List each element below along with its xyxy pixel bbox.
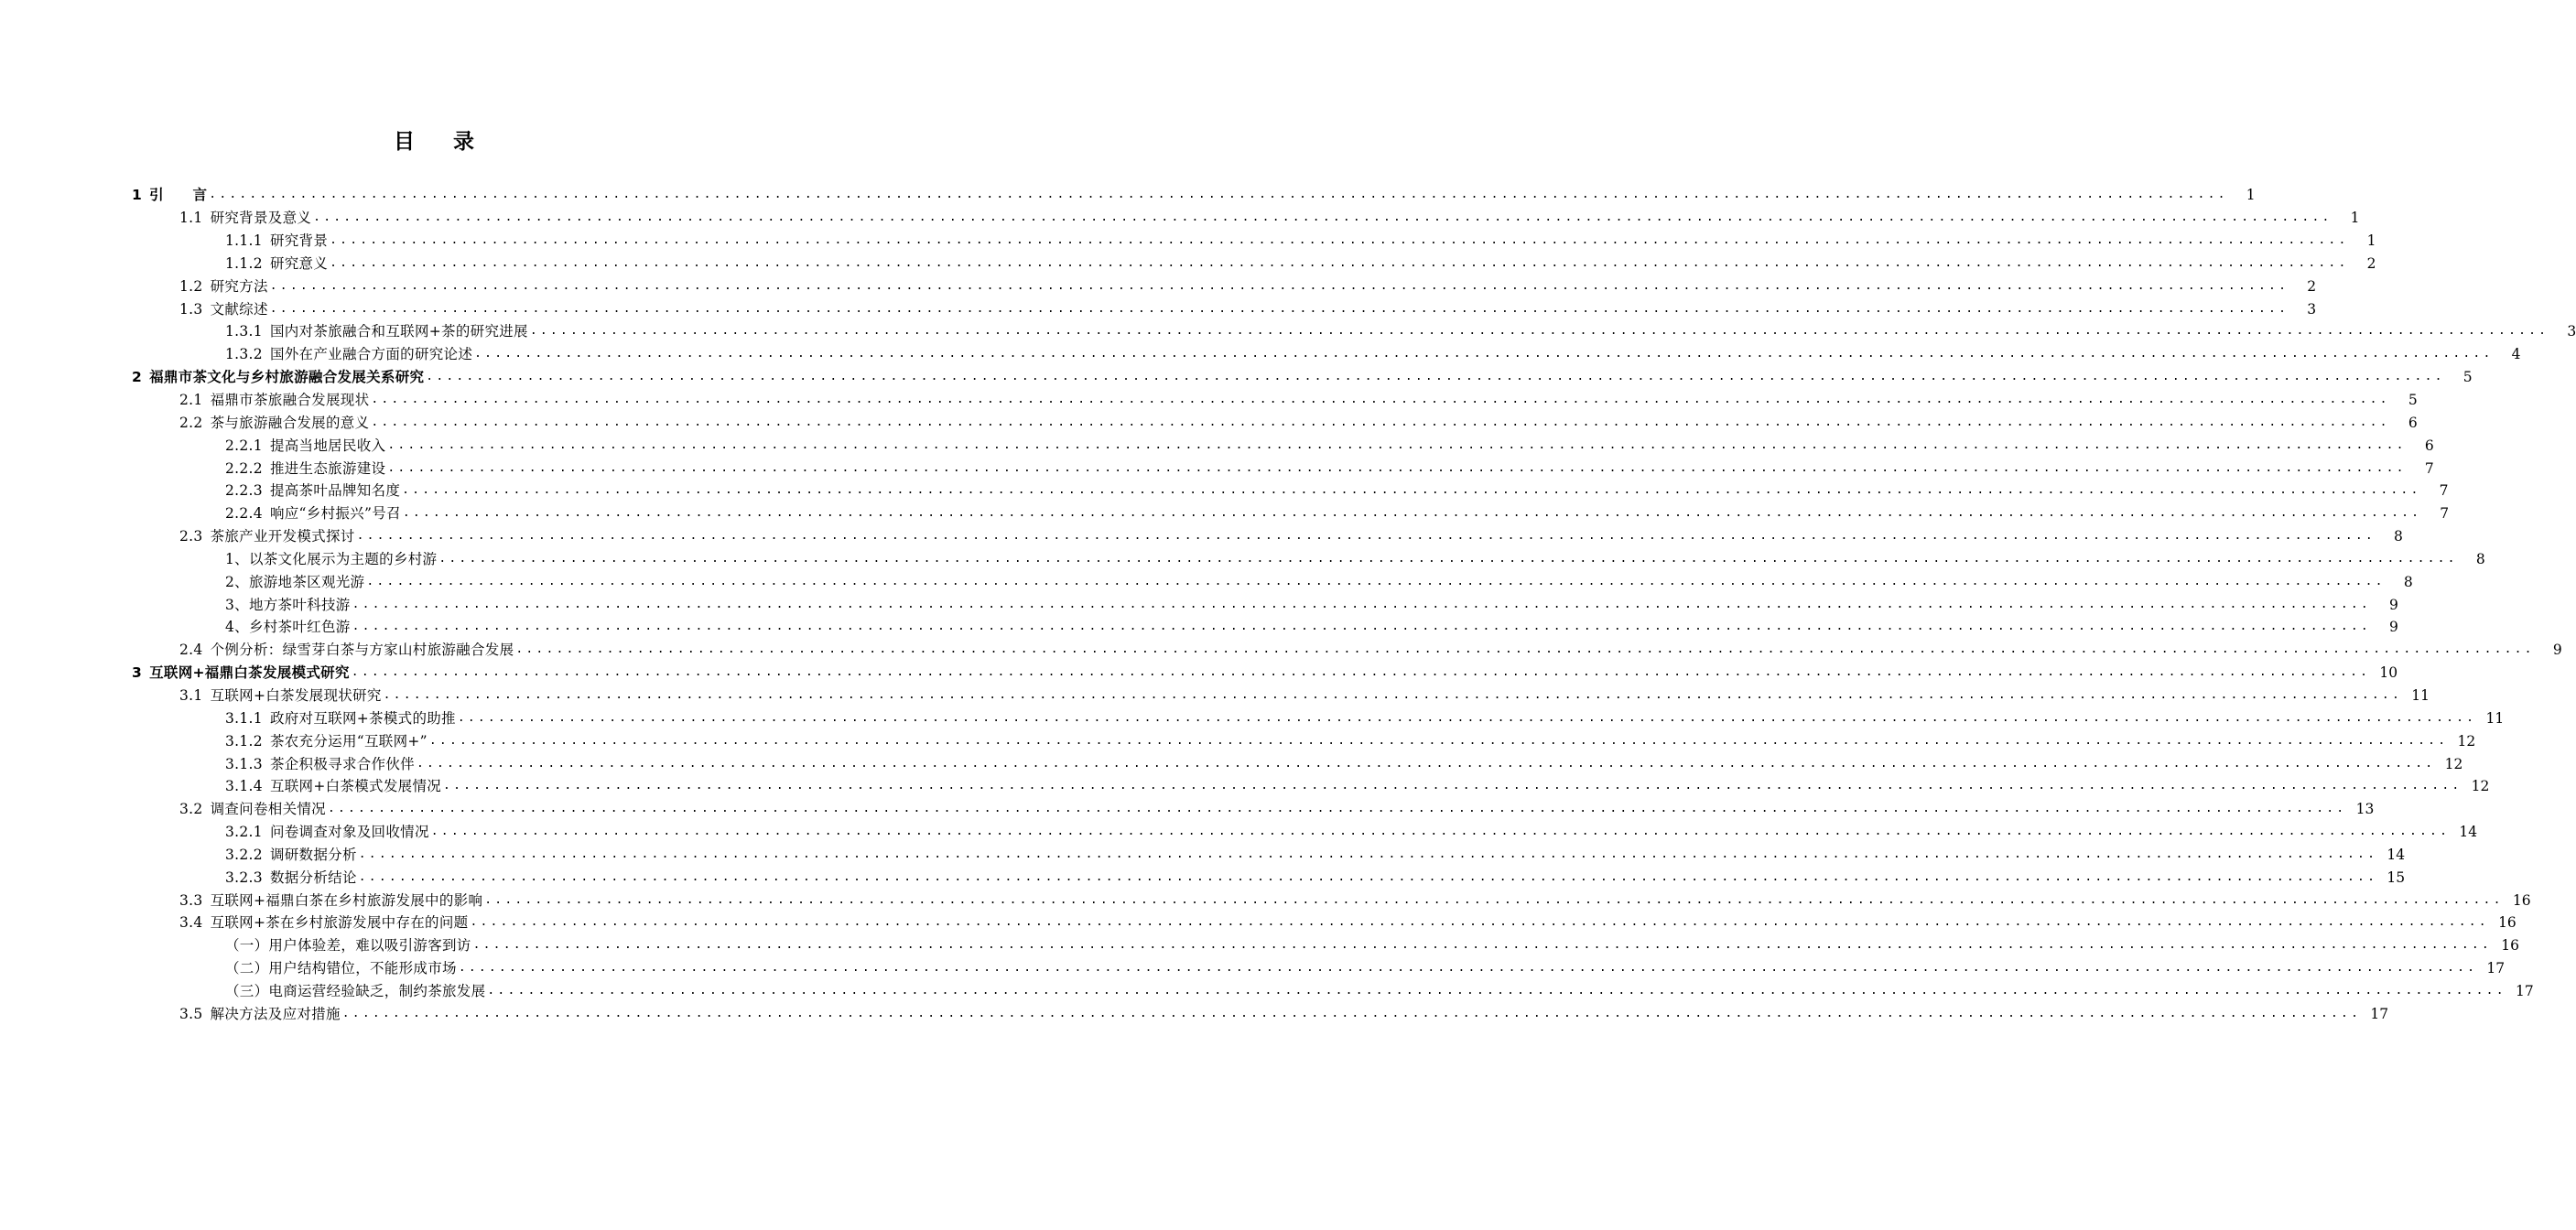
toc-entry-text bbox=[225, 232, 328, 250]
toc-entry-label: 互联网+白茶模式发展情况 bbox=[269, 778, 442, 795]
toc-entry[interactable] bbox=[0, 366, 2473, 389]
toc-page-number: 6 bbox=[2424, 437, 2434, 454]
toc-entry[interactable] bbox=[0, 411, 2418, 434]
toc-entry[interactable] bbox=[0, 889, 2531, 912]
toc-page-number: 8 bbox=[2394, 528, 2403, 545]
toc-leader-dots: ........................................................................................................................................................................................................ bbox=[487, 983, 2506, 998]
toc-entry-text bbox=[179, 641, 514, 659]
toc-entry-text bbox=[225, 732, 428, 750]
toc-entry-number: 2 bbox=[132, 369, 143, 386]
toc-entry-number: 2.2 bbox=[179, 414, 203, 431]
toc-page-number: 1 bbox=[2246, 187, 2256, 204]
toc-page-number: 5 bbox=[2462, 369, 2473, 386]
toc-leader-dots: ........................................................................................................................................................................................................ bbox=[351, 665, 2371, 680]
toc-entry[interactable] bbox=[0, 320, 2576, 343]
toc-entry[interactable] bbox=[0, 980, 2534, 1003]
toc-leader-dots: ........................................................................................................................................................................................................ bbox=[269, 301, 2289, 316]
toc-leader-dots: ........................................................................................................................................................................................................ bbox=[515, 642, 2535, 657]
toc-entry-label: 个例分析：绿雪芽白茶与方家山村旅游融合发展 bbox=[210, 642, 514, 659]
toc-entry-text bbox=[225, 618, 351, 636]
toc-leader-dots: ........................................................................................................................................................................................................ bbox=[383, 687, 2402, 702]
toc-entry-number: 2.2.3 bbox=[225, 482, 263, 500]
toc-entry-text bbox=[225, 322, 528, 340]
toc-entry-text bbox=[179, 300, 268, 318]
toc-page-number: 17 bbox=[2516, 982, 2534, 999]
toc-leader-dots: ........................................................................................................................................................................................................ bbox=[341, 1006, 2362, 1020]
toc-leader-dots: ........................................................................................................................................................................................................ bbox=[358, 847, 2378, 861]
toc-entry-number: 3.5 bbox=[179, 1005, 203, 1022]
toc-page-number: 17 bbox=[2370, 1005, 2389, 1022]
toc-entry[interactable] bbox=[0, 707, 2505, 729]
toc-entry[interactable] bbox=[0, 843, 2406, 866]
toc-page-number: 9 bbox=[2552, 642, 2562, 659]
toc-entry-number: 3.2.1 bbox=[225, 824, 263, 841]
toc-entry-label: 2、旅游地茶区观光游 bbox=[225, 573, 365, 590]
toc-entry[interactable] bbox=[0, 934, 2519, 957]
toc-page-number: 12 bbox=[2444, 755, 2463, 772]
toc-entry[interactable] bbox=[0, 798, 2375, 821]
toc-entry-number: 3.2.2 bbox=[225, 846, 263, 863]
toc-entry-number: 3.1.4 bbox=[225, 778, 263, 795]
toc-entry-text bbox=[225, 254, 328, 273]
toc-entry-text bbox=[225, 936, 471, 955]
toc-entry-label: 4、乡村茶叶红色游 bbox=[225, 619, 351, 636]
toc-entry-text bbox=[225, 982, 485, 1000]
toc-entry-number: 2.2.4 bbox=[225, 505, 263, 523]
toc-entry-number: 1 bbox=[132, 187, 143, 204]
toc-page-number: 3 bbox=[2307, 300, 2317, 318]
toc-entry-label: 数据分析结论 bbox=[269, 869, 357, 886]
toc-entry[interactable] bbox=[0, 434, 2434, 457]
toc-entry-text bbox=[225, 481, 400, 500]
toc-page-number: 7 bbox=[2440, 505, 2450, 523]
toc-entry-text bbox=[132, 664, 350, 682]
toc-page-number: 9 bbox=[2389, 619, 2398, 636]
toc-page-number: 10 bbox=[2379, 664, 2398, 682]
toc-entry[interactable] bbox=[0, 1002, 2389, 1025]
toc-entry[interactable] bbox=[0, 729, 2476, 752]
toc-entry[interactable] bbox=[0, 866, 2406, 889]
toc-page-number: 1 bbox=[2366, 232, 2376, 250]
toc-page-number: 14 bbox=[2459, 824, 2478, 841]
toc-entry-number: 3.1.2 bbox=[225, 732, 263, 750]
toc-entry-label: 调查问卷相关情况 bbox=[210, 801, 326, 818]
toc-entry-text bbox=[179, 277, 268, 296]
toc-entry-label: 茶农充分运用“互联网+” bbox=[269, 732, 428, 750]
toc-leader-dots: ........................................................................................................................................................................................................ bbox=[352, 597, 2371, 611]
toc-leader-dots: ........................................................................................................................................................................................................ bbox=[472, 938, 2492, 953]
toc-entry[interactable] bbox=[0, 207, 2360, 230]
toc-entry-label: 互联网+白茶发展现状研究 bbox=[210, 686, 382, 704]
toc-entry-number: 2.2.1 bbox=[225, 437, 263, 454]
toc-entry-label: 3、地方茶叶科技游 bbox=[225, 596, 351, 613]
toc-entry-label: 互联网+福鼎白茶在乡村旅游发展中的影响 bbox=[210, 891, 483, 909]
toc-entry[interactable] bbox=[0, 253, 2376, 275]
toc-entry-number: 3.3 bbox=[179, 891, 203, 909]
toc-entry[interactable] bbox=[0, 775, 2490, 798]
toc-entry-number: 3.2 bbox=[179, 801, 203, 818]
toc-entry-text bbox=[225, 823, 429, 841]
toc-page-number: 8 bbox=[2475, 550, 2485, 567]
toc-entry-number: 3.1 bbox=[179, 686, 203, 704]
toc-entry[interactable] bbox=[0, 616, 2398, 639]
toc-entry-text bbox=[225, 437, 385, 455]
toc-page-number: 15 bbox=[2387, 869, 2406, 886]
toc-title-right: 录 bbox=[453, 130, 476, 154]
toc-leader-dots: ........................................................................................................................................................................................................ bbox=[430, 825, 2451, 839]
toc-entry-text bbox=[179, 391, 369, 409]
toc-entry-number: 2.4 bbox=[179, 642, 203, 659]
toc-leader-dots: ........................................................................................................................................................................................................ bbox=[371, 393, 2390, 407]
toc-leader-dots: ........................................................................................................................................................................................................ bbox=[387, 460, 2407, 475]
toc-entry-text bbox=[225, 959, 457, 977]
toc-page-number: 17 bbox=[2486, 960, 2506, 977]
toc-leader-dots: ........................................................................................................................................................................................................ bbox=[209, 188, 2228, 202]
toc-page-number: 1 bbox=[2350, 210, 2360, 227]
toc-entry-label: 茶与旅游融合发展的意义 bbox=[210, 414, 370, 431]
toc-entry-label: 调研数据分析 bbox=[269, 846, 357, 863]
toc-entry-label: 1、以茶文化展示为主题的乡村游 bbox=[225, 550, 438, 567]
toc-entry[interactable] bbox=[0, 593, 2398, 616]
toc-entry-text bbox=[225, 755, 415, 773]
toc-page-number: 12 bbox=[2457, 732, 2476, 750]
toc-entry-text bbox=[179, 800, 326, 818]
toc-entry[interactable] bbox=[0, 752, 2463, 775]
toc-entry[interactable] bbox=[0, 639, 2562, 662]
toc-entry-label: 引 言 bbox=[149, 187, 208, 204]
toc-page-number: 7 bbox=[2424, 459, 2434, 477]
toc-entry[interactable] bbox=[0, 297, 2317, 320]
toc-entry-label: 国外在产业融合方面的研究论述 bbox=[269, 346, 473, 363]
toc-leader-dots: ........................................................................................................................................................................................................ bbox=[356, 529, 2376, 544]
toc-entry[interactable] bbox=[0, 957, 2506, 980]
toc-entry-number: 3.1.3 bbox=[225, 755, 263, 772]
toc-entry[interactable] bbox=[0, 343, 2521, 366]
toc-page-number: 16 bbox=[2498, 914, 2516, 932]
toc-entry-text bbox=[225, 459, 385, 478]
toc-leader-dots: ........................................................................................................................................................................................................ bbox=[458, 961, 2478, 976]
toc-page-number: 4 bbox=[2511, 346, 2521, 363]
toc-entry-label: 文献综述 bbox=[210, 300, 268, 318]
toc-page-number: 3 bbox=[2567, 323, 2576, 340]
toc-entry[interactable] bbox=[0, 184, 2256, 207]
toc-leader-dots: ........................................................................................................................................................................................................ bbox=[470, 915, 2489, 930]
toc-entry-label: 福鼎市茶文化与乡村旅游融合发展关系研究 bbox=[149, 369, 425, 386]
toc-leader-dots: ........................................................................................................................................................................................................ bbox=[366, 574, 2386, 588]
toc-entry-number: 1.3.2 bbox=[225, 346, 263, 363]
toc-page-number: 2 bbox=[2307, 277, 2317, 295]
toc-entry-label: 提高当地居民收入 bbox=[269, 437, 386, 454]
toc-entry-label: 茶企积极寻求合作伙伴 bbox=[269, 755, 415, 772]
toc-entry-text bbox=[132, 186, 207, 204]
toc-leader-dots: ........................................................................................................................................................................................................ bbox=[457, 710, 2477, 725]
toc-page-number: 8 bbox=[2403, 573, 2413, 590]
toc-entry-label: 研究方法 bbox=[210, 277, 268, 295]
toc-entry[interactable] bbox=[0, 685, 2430, 707]
toc-leader-dots: ........................................................................................................................................................................................................ bbox=[402, 506, 2422, 521]
toc-entry-text bbox=[179, 891, 482, 910]
toc-entry-text bbox=[225, 846, 357, 864]
toc-entry-label: 响应“乡村振兴”号召 bbox=[269, 505, 401, 523]
toc-entry-text bbox=[179, 913, 468, 932]
toc-leader-dots: ........................................................................................................................................................................................................ bbox=[330, 233, 2349, 248]
toc-page-number: 6 bbox=[2408, 414, 2418, 431]
toc-entry-text bbox=[225, 596, 351, 614]
toc-entry-label: 政府对互联网+茶模式的助推 bbox=[269, 709, 456, 727]
toc-entry[interactable] bbox=[0, 230, 2376, 253]
toc-page-number: 5 bbox=[2408, 392, 2418, 409]
toc-list bbox=[0, 184, 2576, 1025]
toc-entry[interactable] bbox=[0, 662, 2398, 685]
toc-entry-label: 福鼎市茶旅融合发展现状 bbox=[210, 392, 370, 409]
toc-entry-text bbox=[179, 686, 382, 705]
toc-leader-dots: ........................................................................................................................................................................................................ bbox=[352, 620, 2371, 634]
toc-entry-label: 解决方法及应对措施 bbox=[210, 1005, 341, 1022]
toc-title-left: 目 bbox=[394, 130, 417, 154]
toc-entry[interactable] bbox=[0, 912, 2516, 934]
toc-entry-text bbox=[225, 709, 456, 728]
toc-entry-number: 1.1.2 bbox=[225, 254, 263, 272]
toc-page-number: 12 bbox=[2471, 778, 2490, 795]
toc-entry-number: 3 bbox=[132, 664, 143, 682]
toc-page-number: 9 bbox=[2389, 596, 2398, 613]
toc-entry-label: （二）用户结构错位，不能形成市场 bbox=[225, 960, 457, 977]
toc-entry-text bbox=[179, 209, 311, 227]
toc-entry-label: 问卷调查对象及回收情况 bbox=[269, 824, 429, 841]
toc-entry-number: 2.2.2 bbox=[225, 459, 263, 477]
toc-entry-text bbox=[225, 777, 441, 795]
toc-entry-label: （一）用户体验差，难以吸引游客到访 bbox=[225, 937, 471, 955]
toc-entry-number: 3.4 bbox=[179, 914, 203, 932]
toc-page-number: 7 bbox=[2439, 482, 2449, 500]
toc-leader-dots: ........................................................................................................................................................................................................ bbox=[313, 210, 2332, 225]
toc-entry-number: 1.3 bbox=[179, 300, 203, 318]
toc-entry-number: 3.1.1 bbox=[225, 709, 263, 727]
toc-entry-label: 互联网+茶在乡村旅游发展中存在的问题 bbox=[210, 914, 469, 932]
toc-entry-number: 2.1 bbox=[179, 392, 203, 409]
toc-leader-dots: ........................................................................................................................................................................................................ bbox=[402, 483, 2421, 498]
toc-leader-dots: ........................................................................................................................................................................................................ bbox=[330, 255, 2349, 270]
toc-entry[interactable] bbox=[0, 502, 2450, 525]
toc-page-number: 16 bbox=[2501, 937, 2519, 955]
toc-page-number: 11 bbox=[2485, 709, 2505, 727]
toc-leader-dots: ........................................................................................................................................................................................................ bbox=[438, 551, 2458, 566]
toc-entry-number: 1.2 bbox=[179, 277, 203, 295]
toc-leader-dots: ........................................................................................................................................................................................................ bbox=[443, 779, 2462, 793]
toc-page-number: 13 bbox=[2355, 801, 2375, 818]
toc-entry-text bbox=[179, 414, 369, 432]
toc-leader-dots: ........................................................................................................................................................................................................ bbox=[416, 756, 2436, 771]
toc-leader-dots: ........................................................................................................................................................................................................ bbox=[474, 347, 2494, 361]
toc-leader-dots: ........................................................................................................................................................................................................ bbox=[269, 278, 2289, 293]
toc-entry-number: 3.2.3 bbox=[225, 869, 263, 886]
toc-entry-label: 研究意义 bbox=[269, 254, 329, 272]
toc-page-number: 11 bbox=[2411, 686, 2430, 704]
toc-leader-dots: ........................................................................................................................................................................................................ bbox=[387, 437, 2407, 452]
toc-leader-dots: ........................................................................................................................................................................................................ bbox=[327, 802, 2347, 816]
toc-entry-label: 推进生态旅游建设 bbox=[269, 459, 386, 477]
toc-leader-dots: ........................................................................................................................................................................................................ bbox=[358, 869, 2378, 884]
toc-entry-label: 提高茶叶品牌知名度 bbox=[269, 482, 401, 500]
toc-entry-text bbox=[132, 368, 424, 386]
toc-entry-text bbox=[179, 1005, 341, 1023]
toc-entry-label: 研究背景 bbox=[269, 232, 329, 250]
toc-entry-text bbox=[225, 504, 401, 523]
toc-entry-text bbox=[225, 550, 437, 568]
toc-entry-label: 互联网+福鼎白茶发展模式研究 bbox=[149, 664, 350, 682]
toc-leader-dots: ........................................................................................................................................................................................................ bbox=[428, 733, 2449, 748]
toc-title bbox=[0, 124, 870, 155]
toc-entry-text bbox=[179, 527, 355, 545]
toc-entry-text bbox=[225, 345, 472, 363]
toc-entry-label: 国内对茶旅融合和互联网+茶的研究进展 bbox=[269, 323, 528, 340]
toc-entry[interactable] bbox=[0, 457, 2434, 480]
toc-leader-dots: ........................................................................................................................................................................................................ bbox=[426, 370, 2445, 384]
toc-entry-label: 茶旅产业开发模式探讨 bbox=[210, 528, 355, 545]
toc-entry-label: （三）电商运营经验缺乏，制约茶旅发展 bbox=[225, 982, 486, 999]
toc-entry[interactable] bbox=[0, 548, 2485, 571]
toc-entry[interactable] bbox=[0, 389, 2418, 412]
toc-entry[interactable] bbox=[0, 525, 2403, 548]
toc-entry-number: 2.3 bbox=[179, 528, 203, 545]
toc-entry[interactable] bbox=[0, 821, 2478, 844]
toc-page-number: 2 bbox=[2366, 254, 2376, 272]
toc-leader-dots: ........................................................................................................................................................................................................ bbox=[484, 892, 2504, 907]
toc-page-number: 14 bbox=[2387, 846, 2406, 863]
toc-entry[interactable] bbox=[0, 275, 2317, 297]
toc-entry[interactable] bbox=[0, 480, 2449, 502]
toc-leader-dots: ........................................................................................................................................................................................................ bbox=[371, 415, 2390, 429]
toc-entry-number: 1.1.1 bbox=[225, 232, 263, 250]
toc-page-number: 16 bbox=[2512, 891, 2531, 909]
toc-entry-label: 研究背景及意义 bbox=[210, 210, 312, 227]
toc-entry-text bbox=[225, 869, 357, 887]
toc-leader-dots: ........................................................................................................................................................................................................ bbox=[529, 324, 2549, 339]
toc-entry-number: 1.3.1 bbox=[225, 323, 263, 340]
toc-entry[interactable] bbox=[0, 570, 2413, 593]
toc-entry-number: 1.1 bbox=[179, 210, 203, 227]
toc-entry-text bbox=[225, 573, 364, 591]
